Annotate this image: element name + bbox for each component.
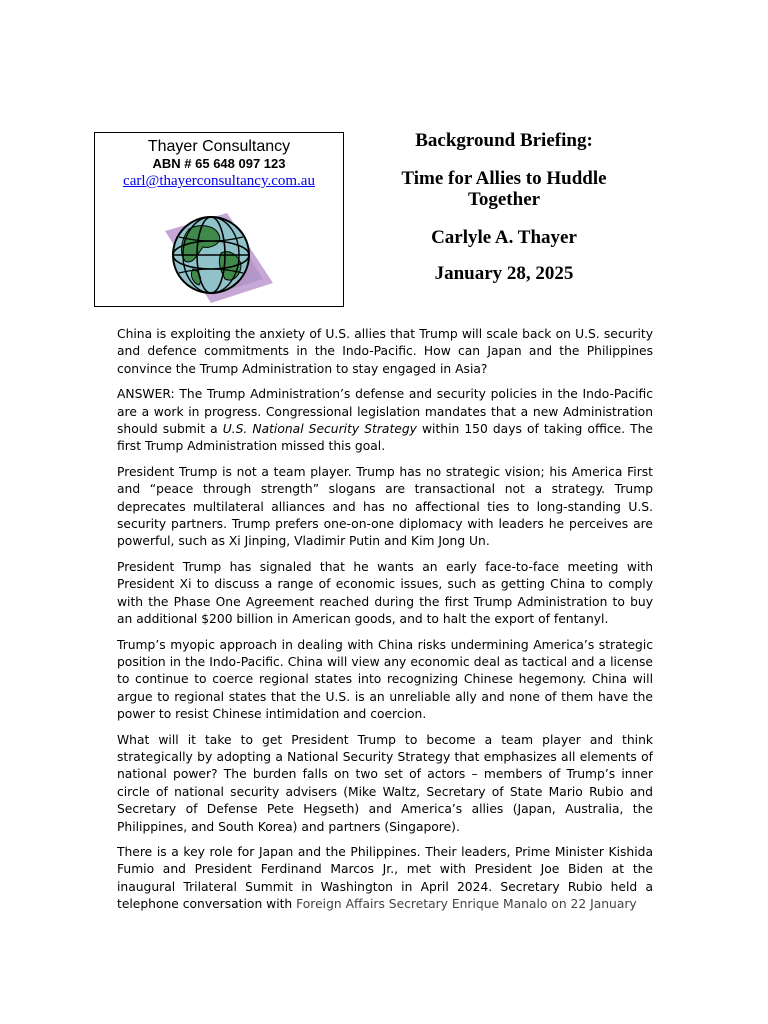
answer-text-end: within 150 days of taking office. The first Trump Administration missed this goal. (117, 422, 653, 454)
paragraph-meeting-xi: President Trump has signaled that he wants an early face-to-face meeting with President Xi to discuss a range of economic issues, such as getting China to comply with the Phase One Agreement reached during the first Trump Administration to buy an additional $200 billion in American goods, and to halt the export of fentanyl. (117, 559, 653, 627)
paragraph-national-power: What will it take to get President Trump to become a team player and think strategically by adopting a National Security Strategy that emphasizes all elements of national power? The burden falls on two set of actors – members of Trump’s inner circle of national security advisers (Mike Waltz, Secretary of State Mario Rubio and Secretary of Defense Pete Hegseth) and America’s allies (Japan, Australia, the Philippines, and South Korea) and partners (Singapore). (117, 732, 653, 834)
company-name: Thayer Consultancy (147, 138, 291, 155)
briefing-title-line-2: Together (467, 189, 541, 210)
briefing-author: Carlyle A. Thayer (431, 227, 577, 248)
company-email-link[interactable]: carl@thayerconsultancy.com.au (123, 173, 315, 189)
globe-icon (163, 209, 275, 305)
paragraph-myopic-approach: Trump’s myopic approach in dealing with China risks undermining America’s strategic position in the Indo-Pacific. China will view any economic deal as tactical and a license to continue to coerce regional states into recognizing Chinese hegemony. China will argue to regional states that the U.S. is an unreliable ally and none of them have the power to resist Chinese intimidation and coercion. (117, 637, 653, 722)
paragraph-japan-philippines (117, 844, 653, 914)
paragraph-team-player: President Trump is not a team player. Trump has no strategic vision; his America First and “peace through strength” slogans are transactional not a strategy. Trump deprecates multilateral alliances and has no affectional ties to long-standing U.S. security partners. Trump prefers one-on-one diplomacy with leaders he perceives are powerful, such as Xi Jinping, Vladimir Putin and Kim Jong Un. (117, 464, 653, 549)
answer-text-start: ANSWER: The Trump Administration’s defense and security policies in the Indo-Pacific are a work in progress. Congressional legislation mandates that a new Administration should submit a (117, 387, 653, 437)
key-role-text: There is a key role for Japan and the Philippines. Their leaders, Prime Minister Kishida Fumio and President Ferdinand Marcos Jr., met with President Joe Biden at the inaugural Trilateral Summit in Washington in April 2024. Secretary Rubio held a telephone conversation with (117, 844, 653, 912)
company-abn: ABN # 65 648 097 123 (152, 156, 286, 171)
briefing-title (356, 168, 652, 210)
briefing-type: Background Briefing: (415, 130, 593, 151)
letterhead-logo-box (94, 132, 344, 307)
paragraph-answer (117, 386, 653, 456)
document-title-italic: U.S. National Security Strategy (222, 422, 417, 437)
briefing-title-line-1: Time for Allies to Huddle (401, 168, 607, 189)
briefing-date: January 28, 2025 (434, 263, 574, 284)
briefing-body (117, 326, 653, 922)
paragraph-question: China is exploiting the anxiety of U.S. allies that Trump will scale back on U.S. security and defence commitments in the Indo-Pacific. How can Japan and the Philippines convince the Trump Administration to stay engaged in Asia? (117, 327, 653, 376)
key-role-text-gray: Foreign Affairs Secretary Enrique Manalo on 22 January (296, 897, 637, 912)
